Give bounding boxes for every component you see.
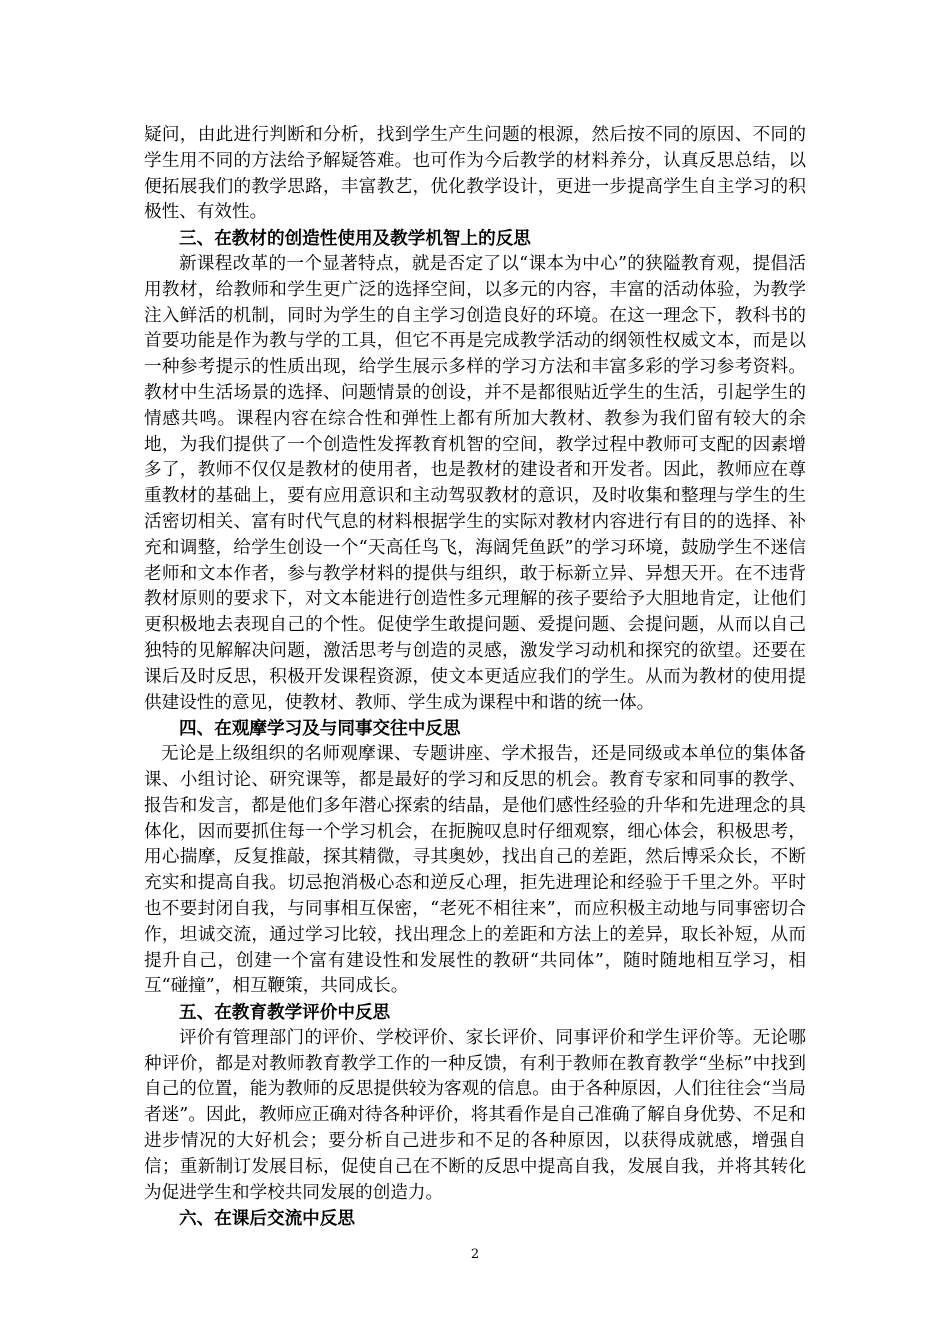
section-heading-5: 五、在教育教学评价中反思 [179,1002,391,1024]
paragraph-section-5: 评价有管理部门的评价、学校评价、家长评价、同事评价和学生评价等。无论哪种评价，都是对教师教育教学工作的一种反馈，有利于教师在教育教学“坐标”中找到自己的位置，能为教师的反思提供较为客观的信息。由于各种原因，人们往往会“当局者迷”。因此，教师应正确对待各种评价，将其看作是自己准确了解自身优势、不足和进步情况的大好机会；要分析自己进步和不足的各种原因，以获得成就感，增强自信；重新制订发展目标，促使自己在不断的反思中提高自我，发展自我，并将其转化为促进学生和学校共同发展的创造力。 [144,1027,806,1203]
section-heading-3: 三、在教材的创造性使用及教学机智上的反思 [179,228,531,250]
section-heading-4: 四、在观摩学习及与同事交往中反思 [179,718,461,740]
paragraph-section-3: 新课程改革的一个显著特点，就是否定了以“课本为中心”的狭隘教育观，提倡活用教材，给教师和学生更广泛的选择空间，以多元的内容，丰富的活动体验，为教学注入鲜活的机制，同时为学生的自主学习创造良好的环境。在这一理念下，教科书的首要功能是作为教与学的工具，但它不再是完成教学活动的纲领性权威文本，而是以一种参考提示的性质出现，给学生展示多样的学习方法和丰富多彩的学习参考资料。教材中生活场景的选择、问题情景的创设，并不是都很贴近学生的生活，引起学生的情感共鸣。课程内容在综合性和弹性上都有所加大教材、教参为我们留有较大的余地，为我们提供了一个创造性发挥教育机智的空间，教学过程中教师可支配的因素增多了，教师不仅仅是教材的使用者，也是教材的建设者和开发者。因此，教师应在尊重教材的基础上，要有应用意识和主动驾驭教材的意识，及时收集和整理与学生的生活密切相关、富有时代气息的材料根据学生的实际对教材内容进行有目的的选择、补充和调整，给学生创设一个“天高任鸟飞，海阔凭鱼跃”的学习环境，鼓励学生不迷信老师和文本作者，参与教学材料的提供与组织，敢于标新立异、异想天开。在不违背教材原则的要求下，对文本能进行创造性多元理解的孩子要给予大胆地肯定，让他们更积极地去表现自己的个性。促使学生敢提问题、爱提问题、会提问题，从而以自己独特的见解解决问题，激活思考与创造的灵感，激发学习动机和探究的欲望。还要在课后及时反思，积极开发课程资源，使文本更适应我们的学生。从而为教材的使用提供建设性的意见，使教材、教师、学生成为课程中和谐的统一体。 [144,253,806,713]
paragraph-section-4: 无论是上级组织的名师观摩课、专题讲座、学术报告，还是同级或本单位的集体备课、小组讨论、研究课等，都是最好的学习和反思的机会。教育专家和同事的教学、报告和发言，都是他们多年潜心探索的结晶，是他们感性经验的升华和先进理念的具体化，因而要抓住每一个学习机会，在扼腕叹息时仔细观察，细心体会，积极思考，用心揣摩，反复推敲，探其精微，寻其奥妙，找出自己的差距，然后博采众长，不断充实和提高自我。切忌抱消极心态和逆反心理，拒先进理论和经验于千里之外。平时也不要封闭自我，与同事相互保密，“老死不相往来”，而应积极主动地与同事密切合作，坦诚交流，通过学习比较，找出理念上的差距和方法上的差异，取长补短，从而提升自己，创建一个富有建设性和发展性的教研“共同体”，随时随地相互学习，相互“碰撞”，相互鞭策，共同成长。 [144,744,806,997]
page-number: 2 [470,1247,480,1262]
section-heading-6: 六、在课后交流中反思 [179,1208,355,1230]
document-body [144,123,806,1232]
paragraph-intro-continuation: 疑问，由此进行判断和分析，找到学生产生问题的根源，然后按不同的原因、不同的学生用不同的方法给予解疑答难。也可作为今后教学的材料养分，认真反思总结，以便拓展我们的教学思路，丰富教艺，优化教学设计，更进一步提高学生自主学习的积极性、有效性。 [144,125,806,223]
